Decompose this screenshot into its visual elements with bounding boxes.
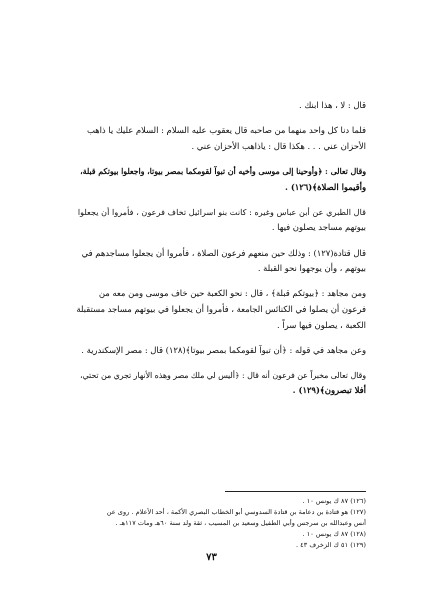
- footnote: (١٢٦) ٨٧ ك يونس ١٠ .: [302, 497, 366, 505]
- text-line: قال : لا ، هذا ابنك .: [299, 100, 366, 110]
- paragraph: [74, 343, 366, 359]
- footnotes: [74, 496, 366, 551]
- text-line: وقال تعالى مخبراً عن فرعون أنه قال : ﴿أليس لي ملك مصر وهذه الأنهار تجري من تحتي،: [79, 370, 366, 380]
- text-line: قال الطبري عن أبن عباس وغيره : كانت بنو اسرائيل تخاف فرعون ، فأمروا أن يجعلوا: [77, 206, 366, 217]
- footnote: (١٢٧) هو قتادة بن دعامة بن قتادة السدوسي أبو الخطاب البصري الأكمة ، أحد الأعلام . روى عن: [106, 508, 366, 516]
- text-line: قال قتادة(١٢٧) : وذلك حين منعهم فرعون الصلاة ، فأمروا أن يجعلوا مساجدهم في: [81, 247, 366, 258]
- paragraph: [74, 286, 366, 333]
- footnote: أنس وعبدالله بن سرجس وأبي الطفيل وسعيد بن المسيب ، ثقة ولد سنة ٦٠هـ ومات ١١٧هـ .: [115, 519, 366, 527]
- text-line: الكعبة ، يصلون فيها سراً .: [277, 319, 366, 330]
- text-line: فلما دنا كل واحد منهما من صاحبه قال يعقوب عليه السلام : السلام عليك يا ذاهب: [86, 125, 366, 136]
- quran-verse-line: وقال تعالى : ﴿وأوحينا إلى موسى وأخيه أن تبوآ لقومكما بمصر بيوتا، واجعلوا بيوتكم قبلة،: [80, 166, 366, 176]
- paragraph: [74, 164, 366, 195]
- paragraph: [74, 123, 366, 154]
- paragraph: [74, 368, 366, 399]
- paragraph: [74, 246, 366, 277]
- main-text: [74, 98, 366, 409]
- text-line: بيوتهم ، وأن يوجهوا نحو القبلة .: [257, 263, 366, 274]
- footnote: (١٢٩) ٥١ ك الزخرف ٤٣ .: [295, 541, 366, 549]
- quran-verse-line: أفلا تبصرون﴾(١٢٩) .: [292, 385, 366, 396]
- quran-verse-line: وأقيموا الصلاة﴾(١٢٦) .: [284, 181, 366, 192]
- paragraph: [74, 98, 366, 114]
- footnote-divider: [225, 491, 366, 492]
- footnote: (١٢٨) ٨٧ ك يونس ١٠ .: [302, 530, 366, 538]
- text-line: فرعون أن يصلوا في الكنائس الجامعة ، فأمروا أن يجعلوا في بيوتهم مساجد مستقبلة: [76, 303, 366, 314]
- text-line: وعن مجاهد في قوله : ﴿أن تبوآ لقومكما بمصر بيوتا﴾(١٢٨) قال : مصر الإسكندرية .: [81, 344, 366, 355]
- text-line: بيوتهم مساجد يصلون فيها .: [271, 222, 366, 233]
- page-number: ٧٣: [206, 552, 217, 563]
- paragraph: [74, 205, 366, 236]
- text-line: ومن مجاهد : ﴿بيوتكم قبلة﴾ ، قال : نحو الكعبة حين خاف موسى ومن معه من: [98, 288, 366, 299]
- text-line: الأحزان عني . . . هكذا قال : ياذاهب الأحزان عني .: [191, 140, 366, 151]
